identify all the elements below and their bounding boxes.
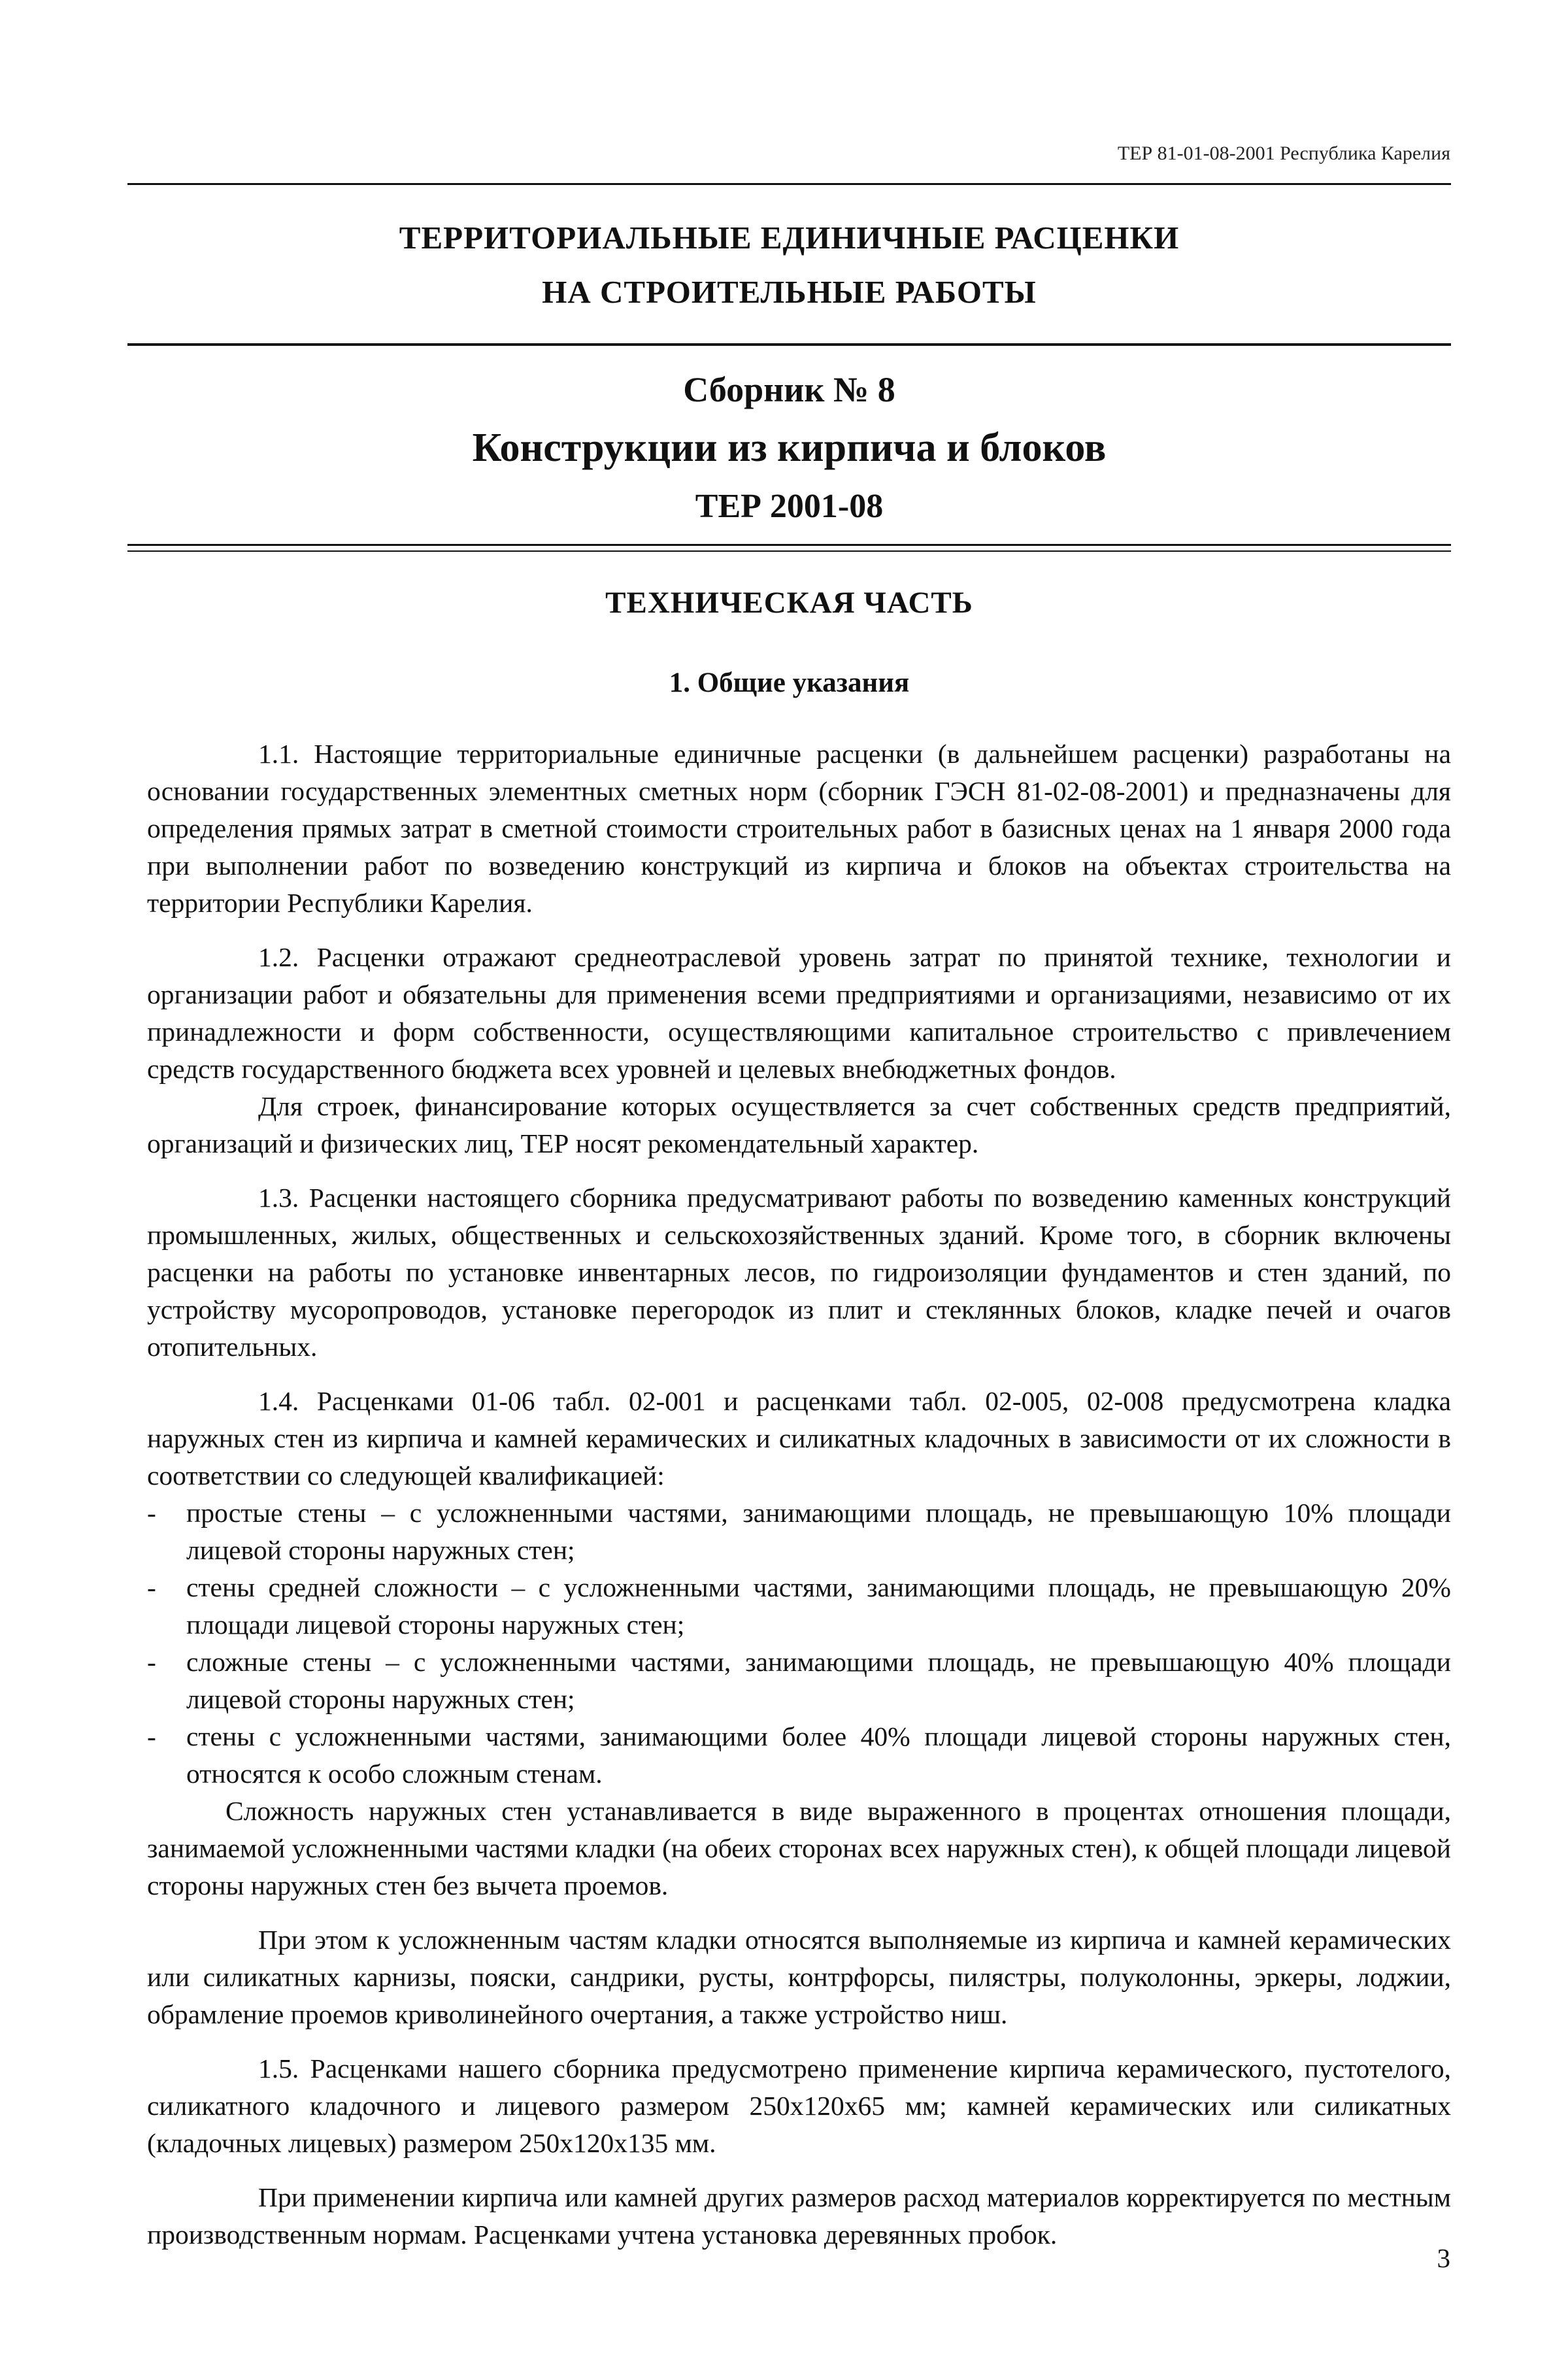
list-dash: - (147, 1498, 156, 1528)
collection-name: Конструкции из кирпича и блоков (472, 426, 1107, 470)
paragraph-1-5: 1.5. Расценками нашего сборника предусмотрено применение кирпича керамического, пустотелого, силикатного кладочного и лицевого размером 250х120х65 мм; камней керамических или силикатных (кладочных лицевых) размером 250х120х135 мм. (147, 2053, 1451, 2158)
section-title: 1. Общие указания (669, 667, 910, 698)
list-dash: - (147, 1721, 156, 1751)
paragraph-1-4: 1.4. Расценками 01-06 табл. 02-001 и расценками табл. 02-005, 02-008 предусмотрена кладка наружных стен из кирпича и камней керамических и силикатных кладочных в зависимости от их сложности в соответствии со следующей квалификацией: (147, 1386, 1451, 1491)
main-title-line-2: НА СТРОИТЕЛЬНЫЕ РАБОТЫ (542, 274, 1037, 310)
title-rule (127, 343, 1451, 346)
running-header: ТЕР 81-01-08-2001 Республика Карелия (1117, 143, 1450, 164)
paragraph-1-2: 1.2. Расценки отражают среднеотраслевой уровень затрат по принятой технике, технологии и организации работ и обязательны для применения всеми предприятиями и организациями, независимо от их принадлежности и форм собственности, осуществляющими капитальное строительство с привлечением средств государственного бюджета всех уровней и целевых внебюджетных фондов. (147, 942, 1451, 1084)
double-rule-top (127, 544, 1451, 546)
body-text (147, 735, 1451, 2253)
main-title-line-1: ТЕРРИТОРИАЛЬНЫЕ ЕДИНИЧНЫЕ РАСЦЕНКИ (399, 220, 1180, 256)
list-item (147, 1718, 1451, 1793)
collection-code: ТЕР 2001-08 (695, 488, 884, 525)
complexity-list (147, 1494, 1451, 1793)
paragraph-1-1: 1.1. Настоящие территориальные единичные расценки (в дальнейшем расценки) разработаны на основании государственных элементных сметных норм (сборник ГЭСН 81-02-08-2001) и предназначены для определения прямых затрат в сметной стоимости строительных работ в базисных ценах на 1 января 2000 года при выполнении работ по возведению конструкций из кирпича и блоков на объектах строительства на территории Республики Карелия. (147, 739, 1451, 918)
collection-number: Сборник № 8 (683, 370, 895, 409)
part-title: ТЕХНИЧЕСКАЯ ЧАСТЬ (605, 586, 973, 620)
paragraph-1-4-c: При этом к усложненным частям кладки относятся выполняемые из кирпича и камней керамических или силикатных карнизы, пояски, сандрики, русты, контрфорсы, пилястры, полуколонны, эркеры, лоджии, обрамление проемов криволинейного очертания, а также устройство ниш. (147, 1925, 1451, 2029)
list-dash: - (147, 1572, 156, 1602)
paragraph-1-5-b: При применении кирпича или камней других размеров расход материалов корректируется по местным производственным нормам. Расценками учтена установка деревянных пробок. (147, 2182, 1451, 2250)
list-item (147, 1644, 1451, 1718)
list-item-text: стены средней сложности – с усложненными частями, занимающими площадь, не превышающую 20% площади лицевой стороны наружных стен; (186, 1572, 1451, 1640)
paragraph-1-2-b: Для строек, финансирование которых осуществляется за счет собственных средств предприятий, организаций и физических лиц, ТЕР носят рекомендательный характер. (147, 1091, 1451, 1158)
list-item (147, 1494, 1451, 1569)
list-item (147, 1569, 1451, 1644)
list-dash: - (147, 1647, 156, 1677)
header-rule (127, 183, 1451, 185)
paragraph-1-4-b: Сложность наружных стен устанавливается в виде выраженного в процентах отношения площади, занимаемой усложненными частями кладки (на обеих сторонах всех наружных стен), к общей площади лицевой стороны наружных стен без вычета проемов. (147, 1796, 1451, 1900)
list-item-text: простые стены – с усложненными частями, занимающими площадь, не превышающую 10% площади лицевой стороны наружных стен; (186, 1498, 1451, 1565)
page-number: 3 (1437, 2243, 1450, 2273)
list-item-text: сложные стены – с усложненными частями, занимающими площадь, не превышающую 40% площади лицевой стороны наружных стен; (186, 1647, 1451, 1714)
double-rule-bottom (127, 550, 1451, 552)
paragraph-1-3: 1.3. Расценки настоящего сборника предусматривают работы по возведению каменных конструкций промышленных, жилых, общественных и сельскохозяйственных зданий. Кроме того, в сборник включены расценки на работы по установке инвентарных лесов, по гидроизоляции фундаментов и стен зданий, по устройству мусоропроводов, установке перегородок из плит и стеклянных блоков, кладке печей и очагов отопительных. (147, 1183, 1451, 1362)
list-item-text: стены с усложненными частями, занимающими более 40% площади лицевой стороны наружных стен, относятся к особо сложным стенам. (186, 1721, 1451, 1789)
